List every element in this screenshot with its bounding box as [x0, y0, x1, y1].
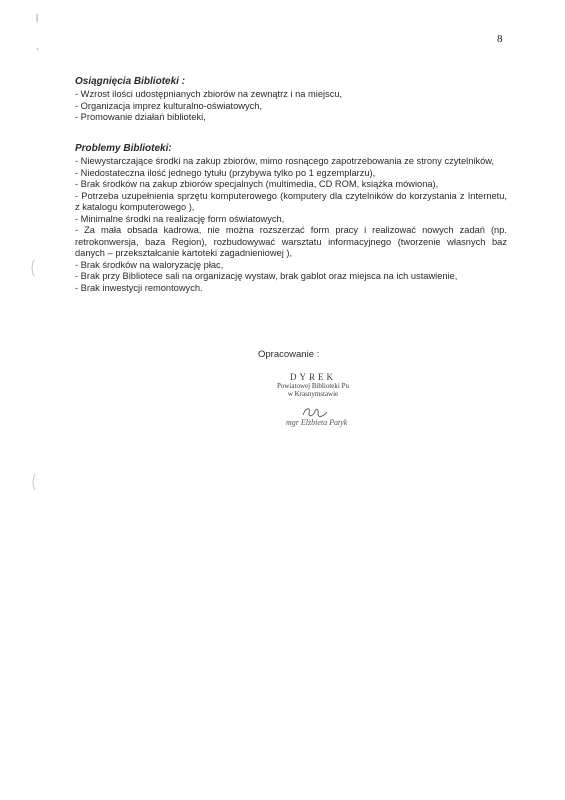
list-item: - Za mała obsada kadrowa, nie można rozszerzać form pracy i realizować nowych zadań (np. retrokonwersja, baza Region), rozbudowywać warsztatu informacyjnego (tworzenie własnych baz danych – przekształcanie kartoteki zagadnieniowej ), — [75, 225, 507, 258]
list-item: - Promowanie działań biblioteki, — [75, 112, 206, 122]
list-item: - Niedostateczna ilość jednego tytułu (przybywa tylko po 1 egzemplarzu), — [75, 167, 376, 178]
signer-name: mgr Elżbieta Patyk — [286, 418, 348, 427]
prepared-by-label: Opracowanie : — [258, 349, 320, 360]
list-item: - Potrzeba uzupełnienia sprzętu komputerowego (komputery dla czytelników do korzystania z Internetu, z katalogu komputerowego ), — [75, 190, 507, 212]
list-item: - Brak środków na waloryzację płac, — [75, 259, 224, 270]
achievements-heading: Osiągnięcia Biblioteki : — [75, 76, 186, 87]
problems-heading: Problemy Biblioteki: — [75, 143, 172, 154]
list-item: - Brak środków na zakup zbiorów specjalnych (multimedia, CD ROM, książka mówiona), — [75, 179, 439, 189]
list-item: - Organizacja imprez kulturalno-oświatowych, — [75, 100, 263, 111]
stamp-title: DYREK — [290, 372, 336, 382]
list-item: - Niewystarczające środki na zakup zbiorów, mimo rosnącego zapotrzebowania ze strony czytelników, — [75, 156, 495, 166]
director-stamp — [253, 372, 373, 398]
list-item: - Wzrost ilości udostępnianych zbiorów na zewnątrz i na miejscu, — [75, 89, 343, 99]
scan-mark — [29, 472, 37, 492]
list-item: - Minimalne środki na realizację form oświatowych, — [75, 213, 285, 224]
stamp-line-town: w Krasnymstawie — [287, 390, 339, 398]
page-number: 8 — [497, 33, 503, 45]
scan-mark — [34, 12, 40, 52]
list-item: - Brak inwestycji remontowych. — [75, 282, 203, 293]
problems-list — [75, 156, 507, 294]
list-item: - Brak przy Bibliotece sali na organizację wystaw, brak gablot oraz miejsca na ich ustawienie, — [75, 271, 458, 281]
scan-mark — [28, 258, 36, 278]
stamp-line-institution: Powiatowej Biblioteki Pu — [277, 382, 349, 390]
achievements-list — [75, 89, 507, 124]
